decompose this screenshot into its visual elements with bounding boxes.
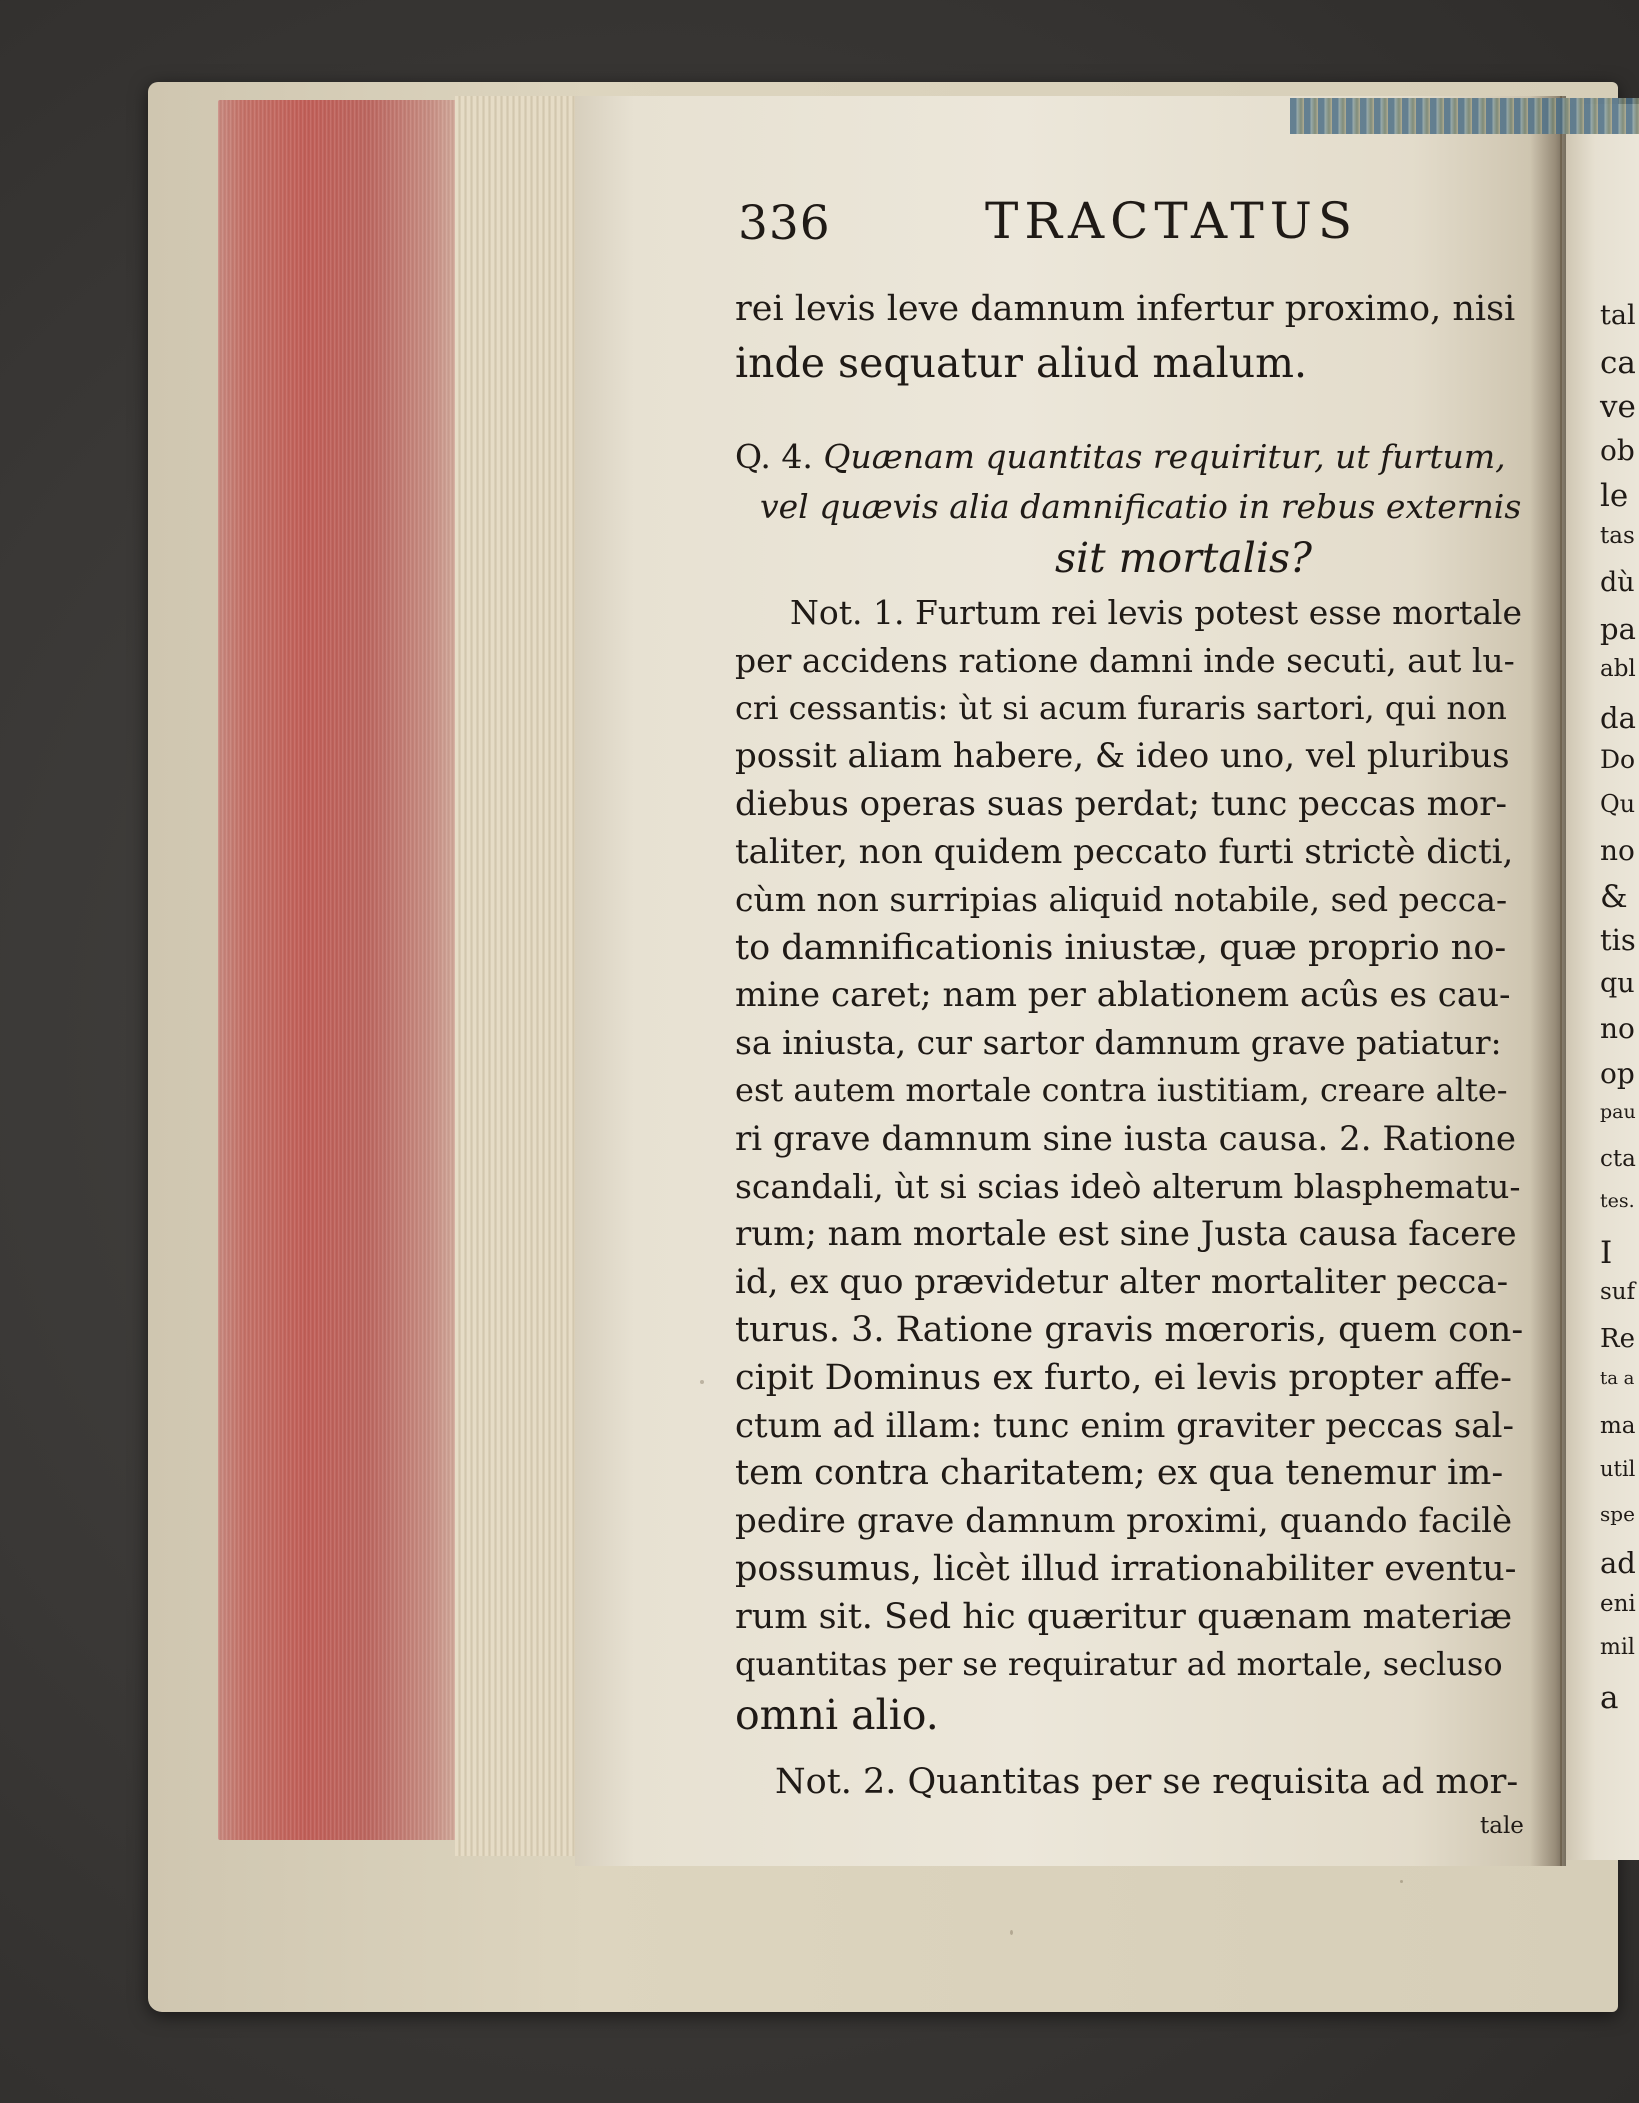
facing-page-fragment: ad bbox=[1600, 1546, 1636, 1580]
question-heading-line bbox=[735, 437, 1506, 476]
facing-page-fragment: abl bbox=[1600, 656, 1636, 682]
note-1-line: pedire grave damnum proximi, quando facilè bbox=[735, 1501, 1513, 1542]
facing-page-fragment: a bbox=[1600, 1679, 1619, 1716]
facing-page-fragment: ob bbox=[1600, 433, 1635, 467]
running-title: TRACTATUS bbox=[985, 192, 1359, 250]
note-1-line: omni alio. bbox=[735, 1691, 939, 1740]
facing-page-fragment: op bbox=[1600, 1056, 1635, 1090]
facing-page-fragment: ca bbox=[1600, 344, 1636, 381]
facing-page-fragment: no bbox=[1600, 834, 1635, 867]
paper-speck bbox=[700, 1380, 704, 1384]
note-1-line: id, ex quo prævidetur alter mortaliter pecca- bbox=[735, 1262, 1509, 1303]
note-1-line: ctum ad illam: tunc enim graviter peccas sal- bbox=[735, 1405, 1514, 1446]
note-1-line: est autem mortale contra iustitiam, creare alte- bbox=[735, 1071, 1508, 1109]
facing-page-fragment: I bbox=[1600, 1234, 1613, 1271]
facing-page-fragment: Qu bbox=[1600, 789, 1636, 818]
note-1-line: ri grave damnum sine iusta causa. 2. Ratione bbox=[735, 1118, 1517, 1159]
facing-page-fragment: Do bbox=[1600, 745, 1636, 774]
question-text: Quænam quantitas requiritur, ut furtum, bbox=[823, 437, 1506, 476]
facing-page-fragment: pau bbox=[1600, 1101, 1636, 1123]
note-1-line: sa iniusta, cur sartor damnum grave patiatur: bbox=[735, 1023, 1502, 1063]
page-stack bbox=[455, 96, 585, 1856]
facing-page-fragment: cta bbox=[1600, 1145, 1636, 1172]
facing-page-fragment: ve bbox=[1600, 389, 1636, 425]
facing-page-fragment: pa bbox=[1600, 611, 1636, 646]
note-1-line: mine caret; nam per ablationem acûs es cau- bbox=[735, 975, 1511, 1016]
facing-page-fragment: qu bbox=[1600, 967, 1635, 999]
note-1-line: Not. 1. Furtum rei levis potest esse mortale bbox=[790, 593, 1523, 632]
note-1-line: diebus operas suas perdat; tunc peccas mor- bbox=[735, 784, 1508, 825]
text-line: inde sequatur aliud malum. bbox=[735, 339, 1308, 387]
paper-speck bbox=[1400, 1880, 1403, 1883]
facing-page-fragment: spe bbox=[1600, 1501, 1635, 1526]
note-1-line: rum; nam mortale est sine Justa causa facere bbox=[735, 1214, 1517, 1255]
note-1-line: scandali, ùt si scias ideò alterum blasphematu- bbox=[735, 1166, 1521, 1206]
note-2-line: Not. 2. Quantitas per se requisita ad mor- bbox=[775, 1762, 1519, 1802]
note-1-line: possumus, licèt illud irrationabiliter eventu- bbox=[735, 1549, 1517, 1589]
red-page-edges bbox=[218, 100, 468, 1840]
facing-page-fragment: dù bbox=[1600, 567, 1635, 598]
note-1-line: quantitas per se requiratur ad mortale, secluso bbox=[735, 1644, 1503, 1683]
note-1-line: to damnificationis iniustæ, quæ proprio no- bbox=[735, 927, 1507, 968]
question-line: sit mortalis? bbox=[1055, 534, 1312, 582]
note-1-line: cipit Dominus ex furto, ei levis propter affe- bbox=[735, 1357, 1512, 1398]
facing-page-fragment: ma bbox=[1600, 1412, 1636, 1439]
facing-page-fragment: eni bbox=[1600, 1590, 1636, 1617]
note-1-line: tem contra charitatem; ex qua tenemur im- bbox=[735, 1453, 1504, 1494]
facing-page-fragment: tes. bbox=[1600, 1190, 1635, 1212]
facing-page-fragment: util bbox=[1600, 1457, 1636, 1481]
facing-page-fragment: tis bbox=[1600, 923, 1636, 957]
note-1-line: possit aliam habere, & ideo uno, vel pluribus bbox=[735, 736, 1510, 777]
facing-page-fragment: mil bbox=[1600, 1635, 1635, 1660]
headband bbox=[1290, 98, 1639, 134]
facing-page-fragment: suf bbox=[1600, 1279, 1636, 1305]
note-1-line: turus. 3. Ratione gravis mœroris, quem con- bbox=[735, 1310, 1524, 1350]
note-1-line: cùm non surripias aliquid notabile, sed pecca- bbox=[735, 879, 1508, 919]
note-1-line: taliter, non quidem peccato furti strictè dicti, bbox=[735, 832, 1514, 872]
facing-page-fragment: tal bbox=[1600, 300, 1636, 331]
note-1-line: per accidens ratione damni inde secuti, aut lu- bbox=[735, 640, 1515, 680]
facing-page-fragment: da bbox=[1600, 700, 1636, 735]
note-1-line: rum sit. Sed hic quæritur quænam materiæ bbox=[735, 1596, 1513, 1637]
facing-page-fragment: & bbox=[1600, 878, 1628, 915]
note-1-line: cri cessantis: ùt si acum furaris sartori, qui non bbox=[735, 688, 1507, 727]
facing-page-fragment: tas bbox=[1600, 522, 1635, 549]
gutter-shadow bbox=[1530, 96, 1566, 1866]
facing-page-fragment: Re bbox=[1600, 1323, 1635, 1354]
facing-page-fragment: le bbox=[1600, 478, 1629, 514]
question-label: Q. 4. bbox=[735, 437, 813, 476]
paper-speck bbox=[1010, 1930, 1013, 1935]
text-line: rei levis leve damnum infertur proximo, nisi bbox=[735, 289, 1516, 329]
question-line: vel quævis alia damnificatio in rebus externis bbox=[760, 487, 1522, 526]
facing-page-fragment: ta a bbox=[1600, 1368, 1635, 1389]
facing-page-fragment: no bbox=[1600, 1012, 1635, 1045]
catchword: tale bbox=[1480, 1813, 1524, 1839]
page-number: 336 bbox=[738, 196, 831, 251]
